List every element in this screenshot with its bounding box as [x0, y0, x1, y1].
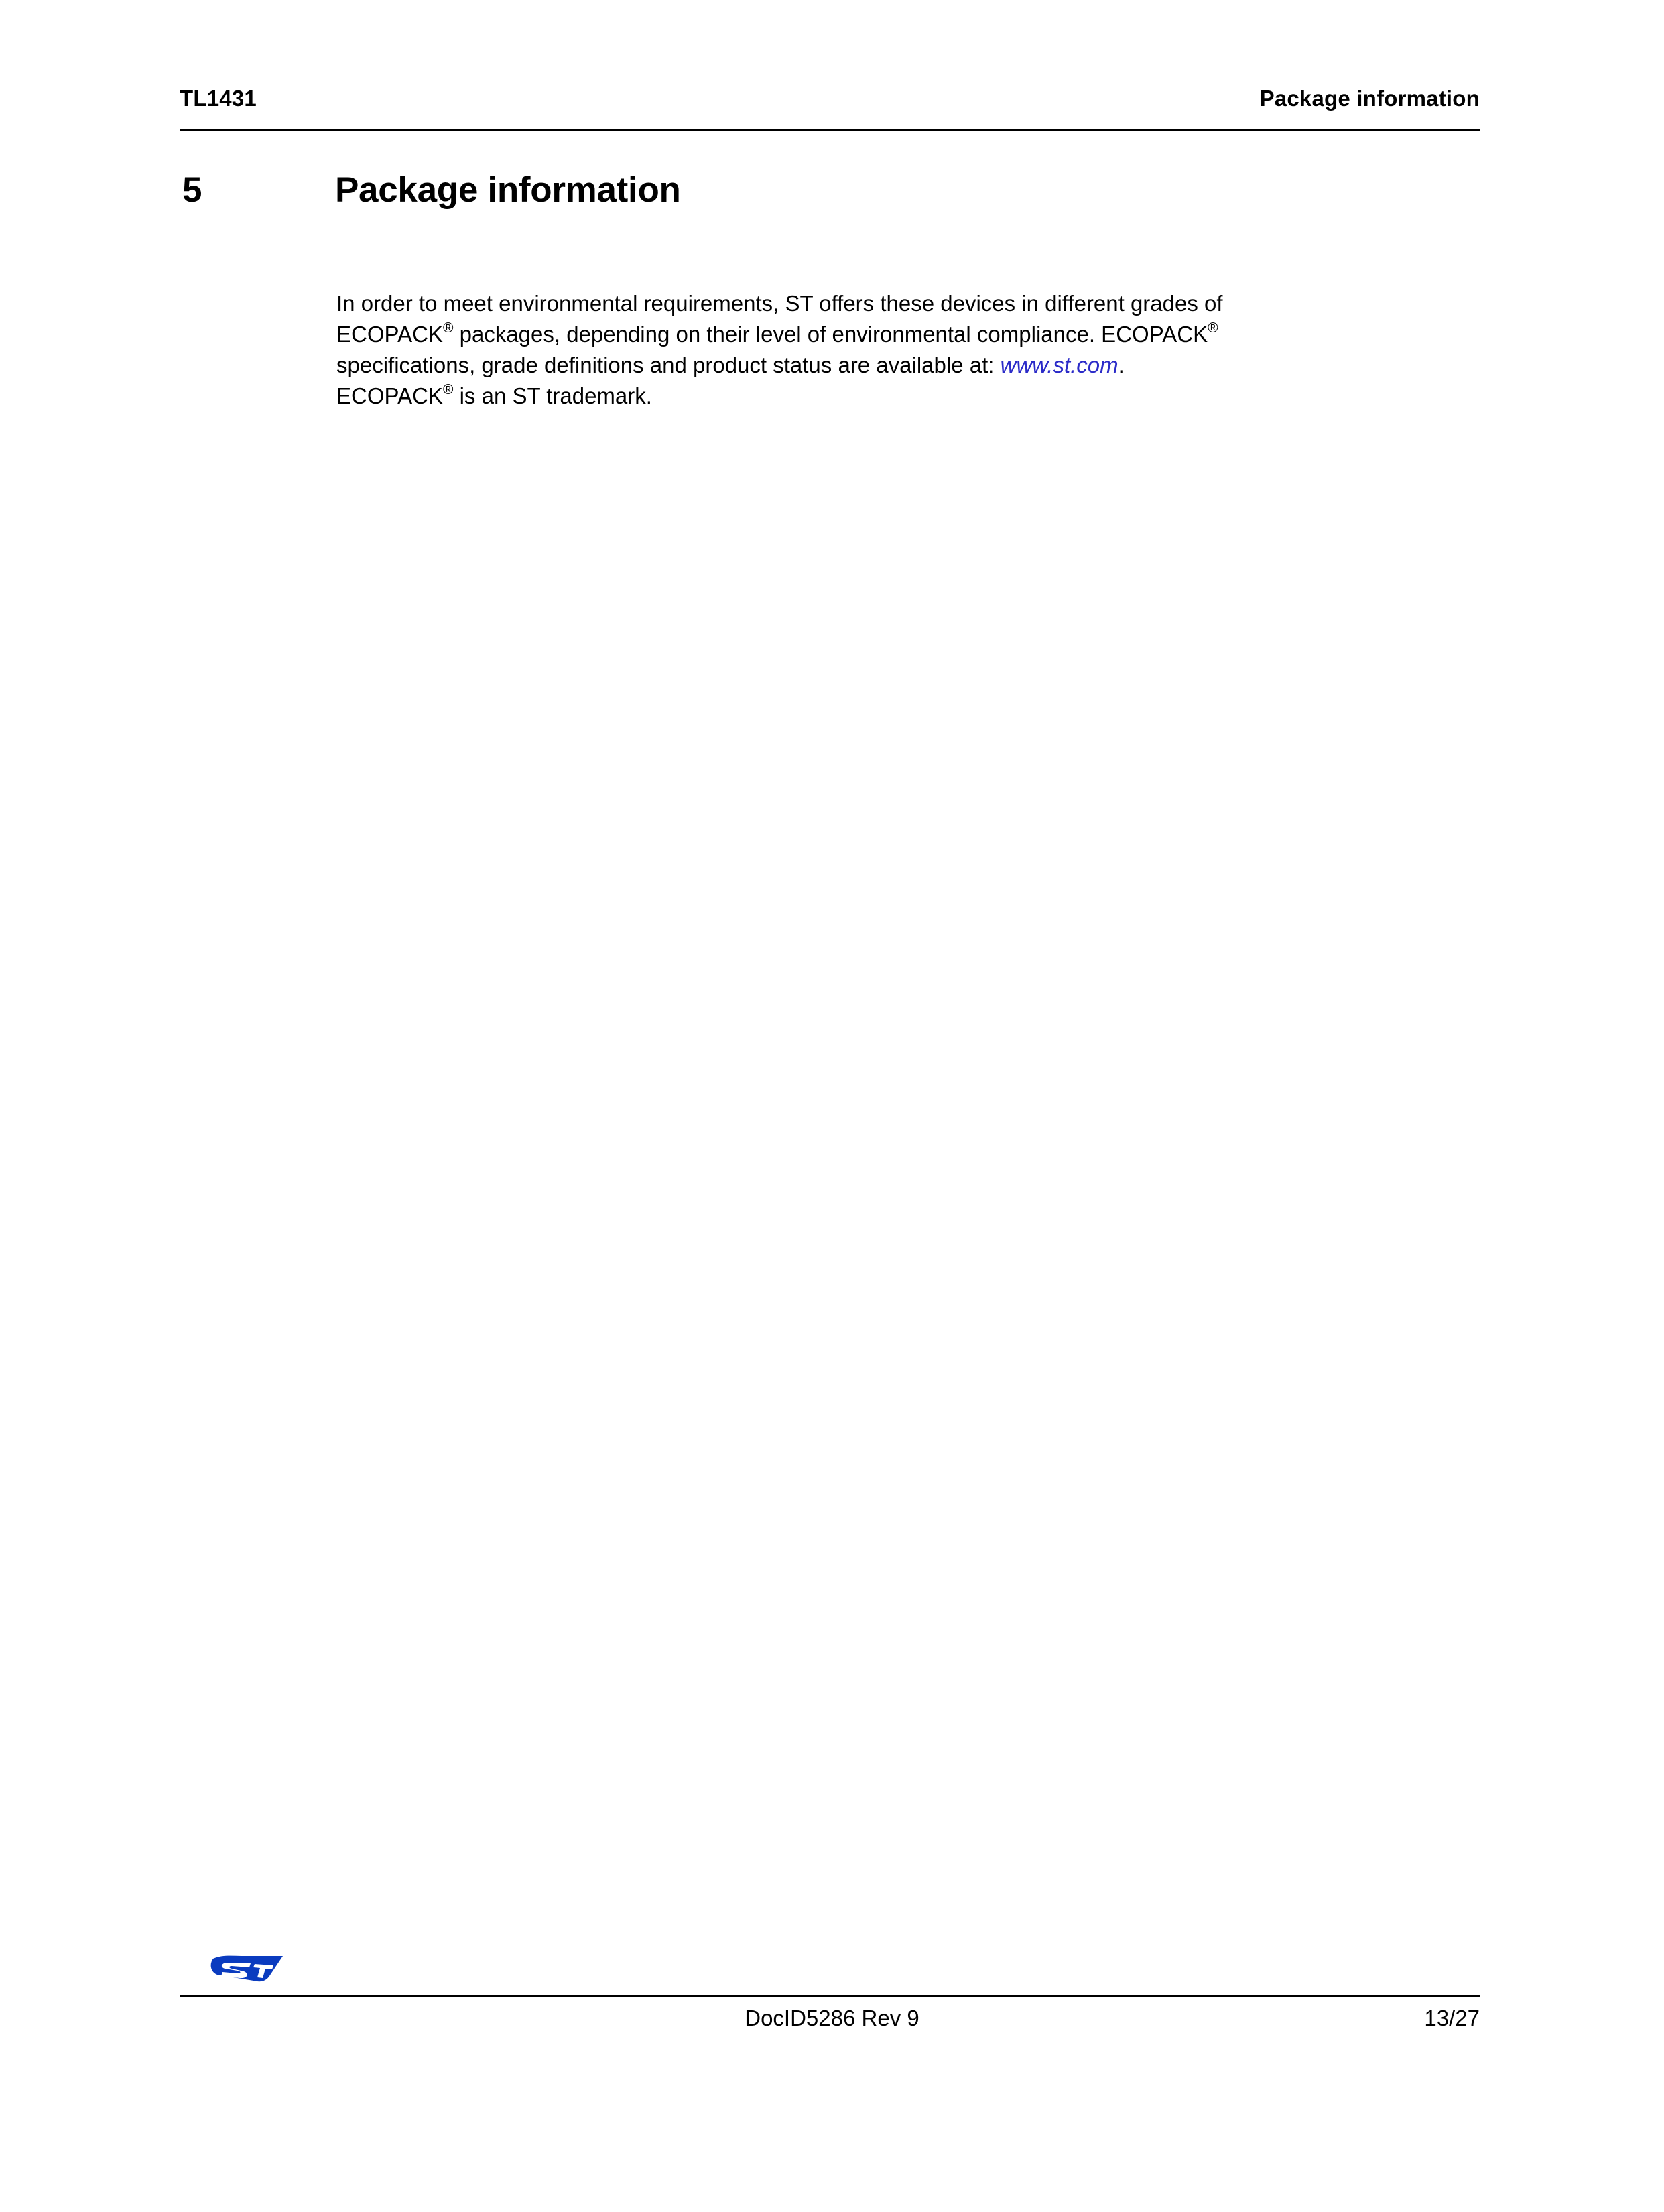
section-number: 5 [182, 170, 202, 210]
registered-mark-2: ® [1208, 320, 1218, 336]
ecopack-word-1: ECOPACK [336, 322, 443, 347]
footer-page-number: 13/27 [1424, 2006, 1480, 2030]
footer-divider [180, 1995, 1480, 1997]
st-logo [208, 1949, 288, 1988]
header-section-title: Package information [1259, 86, 1480, 111]
st-website-link[interactable]: www.st.com [1000, 353, 1118, 377]
page-header [180, 86, 1480, 126]
registered-mark-3: ® [442, 382, 454, 397]
body-line-4 [336, 381, 1449, 412]
body-line-3 [336, 350, 1449, 381]
body-line-3-text: specifications, grade definitions and product status are available at: [336, 353, 1001, 377]
registered-mark-1: ® [442, 320, 454, 336]
body-line-1-text: In order to meet environmental requirements, ST offers these devices in different grades of [336, 291, 1223, 316]
body-line-3-period: . [1118, 353, 1125, 377]
ecopack-word-2: ECOPACK [336, 383, 443, 408]
footer-doc-id: DocID5286 Rev 9 [745, 2006, 919, 2030]
body-line-2-text: packages, depending on their level of environmental compliance. ECOPACK [453, 322, 1208, 347]
page-title: Package information [335, 170, 681, 210]
header-divider [180, 129, 1480, 131]
body-paragraph [336, 288, 1449, 412]
header-document-title: TL1431 [180, 86, 257, 111]
body-line-4-text: is an ST trademark. [453, 383, 652, 408]
body-line-2 [336, 319, 1449, 350]
body-line-1 [336, 288, 1449, 319]
